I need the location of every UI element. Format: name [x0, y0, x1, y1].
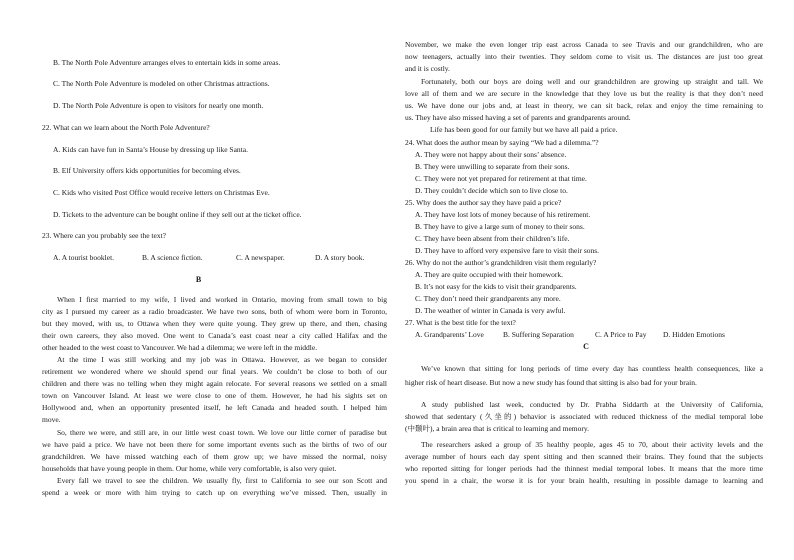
q25-option-a: A. They have lost lots of money because of his retirement. [415, 210, 591, 219]
passage-line: move. [42, 415, 61, 424]
passage-line: spend a week or more with him trying to catch up on everything we’ve missed. Then, usually in [42, 488, 387, 497]
q24-option-a: A. They were not happy about their sons’ absence. [415, 150, 567, 159]
passage-line: their own careers, they also moved. One went to Canada’s east coast near a city called Halifax and the [42, 331, 387, 340]
q23-option-d: D. A story book. [315, 253, 365, 262]
passage-line: you spend in a chair, the worse it is for your brain health, resulting in possible damage to learning and [405, 476, 763, 485]
passage-line: love all of them and we are secure in the knowledge that they love us but the reality is that they don’t need [405, 89, 763, 98]
passage-line: children and there was no telling when they might again relocate. For several reasons we settled on a small [42, 379, 387, 388]
q26-option-c: C. They don’t need their grandparents any more. [415, 294, 561, 303]
passage-line: we have paid a price. We have not been there for some important events such as the births of two of our [42, 440, 387, 449]
q22-option-b: B. Elf University offers kids opportunities for becoming elves. [53, 166, 241, 175]
passage-line: higher risk of heart disease. But now a new study has found that sitting is also bad for your brain. [405, 378, 697, 387]
passage-line: showed that sedentary (久坐的) behavior is associated with reduced thickness of the medial temporal lobe [405, 412, 763, 421]
q26-stem: 26. Why do not the author’s grandchildren visit them regularly? [405, 258, 597, 267]
q21-option-b: B. The North Pole Adventure arranges elves to entertain kids in some areas. [53, 58, 281, 67]
passage-line: So, there we were, and still are, in our little west coast town. We love our little corner of paradise but [57, 428, 387, 437]
passage-line: November, we make the even longer trip east across Canada to see Travis and our grandchildren, who are [405, 40, 763, 49]
passage-line: At the time I was still working and my job was in Ottawa. However, as we began to consider [57, 355, 387, 364]
q23-option-b: B. A science fiction. [142, 253, 203, 262]
passage-line: grandchildren. We have missed watching each of them grow up; we have missed the normal, noisy [42, 452, 387, 461]
q23-option-a: A. A tourist booklet. [53, 253, 115, 262]
passage-line: (中颞叶), a brain area that is critical to learning and memory. [405, 424, 590, 433]
q25-option-b: B. They have to give a large sum of money to their sons. [415, 222, 585, 231]
q24-option-b: B. They were unwilling to separate from their sons. [415, 162, 570, 171]
q25-stem: 25. Why does the author say they have paid a price? [405, 198, 562, 207]
q26-option-d: D. The weather of winter in Canada is very awful. [415, 306, 566, 315]
passage-line: city as I pursued my career as a radio broadcaster. We have two sons, both of whom were born in Toronto, [42, 307, 387, 316]
passage-line: Fortunately, both our boys are doing well and our grandchildren are growing up straight and tall. We [421, 77, 763, 86]
q27-option-b: B. Suffering Separation [503, 330, 574, 339]
q26-option-a: A. They are quite occupied with their homework. [415, 270, 563, 279]
passage-line: We’ve known that sitting for long periods of time every day has countless health consequences, like a [421, 364, 763, 373]
passage-line: A study published last week, conducted by Dr. Prabha Siddarth at the University of California, [421, 400, 763, 409]
passage-line: and it is costly. [405, 64, 450, 73]
q27-option-a: A. Grandparents’ Love [415, 330, 484, 339]
section-b-heading: B [195, 275, 202, 284]
q25-option-c: C. They have been absent from their children’s life. [415, 234, 570, 243]
passage-line: us. We have done our jobs and, at least in theory, we can sit back, relax and enjoy the time remaining to [405, 101, 763, 110]
passage-line: The researchers asked a group of 35 healthy people, ages 45 to 70, about their activity levels and the [421, 440, 763, 449]
q27-option-d: D. Hidden Emotions [663, 330, 725, 339]
q24-option-c: C. They were not yet prepared for retirement at that time. [415, 174, 587, 183]
passage-line: households that have young people in them. Our home, while very comfortable, is also very quiet. [42, 464, 337, 473]
q25-option-d: D. They have to afford very expensive fare to visit their sons. [415, 246, 600, 255]
q24-option-d: D. They couldn’t decide which son to live close to. [415, 186, 568, 195]
passage-line: but they moved, with us, to Ottawa when they were quite young. They grew up there, and then, chasing [42, 319, 387, 328]
passage-line: us. They have also missed having a set of parents and grandparents around. [405, 113, 631, 122]
q26-option-b: B. It’s not easy for the kids to visit their grandparents. [415, 282, 577, 291]
passage-line: Hollywood and, when an opportunity presented itself, he left Canada and headed south. I helped him [42, 403, 387, 412]
passage-line: Life has been good for our family but we have all paid a price. [430, 125, 618, 134]
passage-line: average number of hours each day spent sitting and then scanned their brains. They found that the subjects [405, 452, 763, 461]
passage-line: who reported sitting for longer periods had the thinnest medial temporal lobes. It means that the more time [405, 464, 763, 473]
q27-stem: 27. What is the best title for the text? [405, 318, 516, 327]
q21-option-d: D. The North Pole Adventure is open to visitors for nearly one month. [53, 101, 264, 110]
section-c-heading: C [583, 342, 589, 351]
passage-line: now teenagers, actually into their twenties. They seldom come to visit us. The distances are just too great [405, 52, 763, 61]
q21-option-c: C. The North Pole Adventure is modeled on other Christmas attractions. [53, 79, 270, 88]
q23-option-c: C. A newspaper. [236, 253, 285, 262]
q22-option-a: A. Kids can have fun in Santa’s House by dressing up like Santa. [53, 145, 248, 154]
q27-option-c: C. A Price to Pay [595, 330, 647, 339]
q22-stem: 22. What can we learn about the North Pole Adventure? [42, 123, 210, 132]
q22-option-d: D. Tickets to the adventure can be bought online if they sell out at the ticket office. [53, 210, 302, 219]
q24-stem: 24. What does the author mean by saying “We had a dilemma.”? [405, 138, 599, 147]
passage-line: town on Vancouver Island. At least we were close to one of them. However, he had his sights set on [42, 391, 387, 400]
q23-stem: 23. Where can you probably see the text? [42, 231, 166, 240]
passage-line: When I first married to my wife, I lived and worked in Ontario, moving from small town to big [57, 295, 387, 304]
passage-line: retirement we wondered where we should spend our final years. We couldn’t be close to both of our [42, 367, 387, 376]
passage-line: Every fall we travel to see the children. We usually fly, first to California to see our son Scott and [57, 476, 387, 485]
passage-line: other headed to the west coast to Vancouver. We had a dilemma; we were left in the middle. [42, 343, 318, 352]
q22-option-c: C. Kids who visited Post Office would receive letters on Christmas Eve. [53, 188, 270, 197]
